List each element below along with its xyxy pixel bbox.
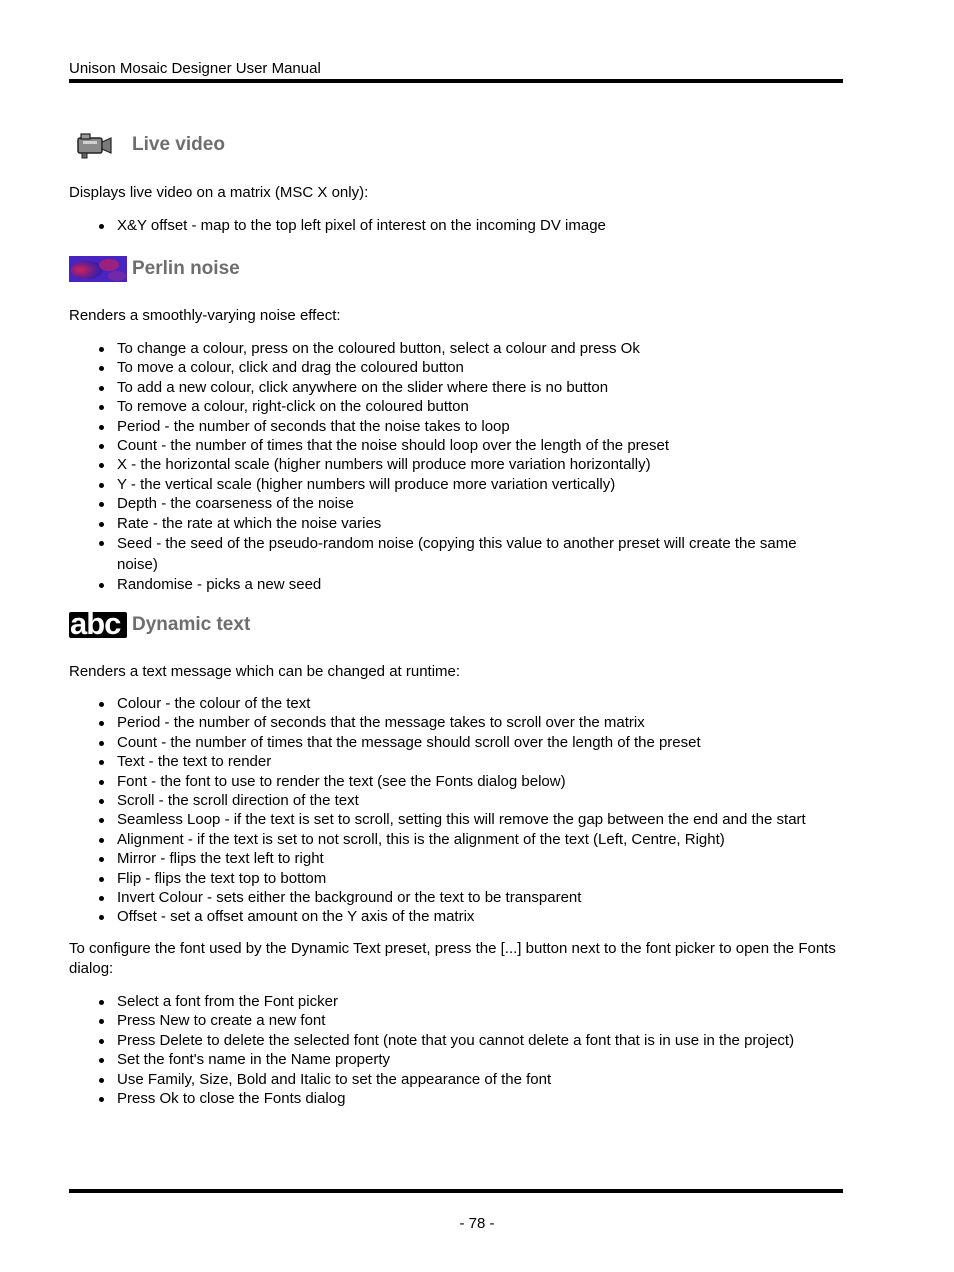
list-item: Randomise - picks a new seed <box>69 575 839 594</box>
perlin-noise-icon <box>69 256 127 282</box>
list-item: To add a new colour, click anywhere on the slider where there is no button <box>69 378 839 397</box>
header-rule <box>69 79 843 83</box>
list-item: Seed - the seed of the pseudo-random noise (copying this value to another preset will create the same noise) <box>69 533 839 575</box>
section-heading-live-video <box>69 132 225 158</box>
list-item: Press Delete to delete the selected font (note that you cannot delete a font that is in use in the project) <box>69 1031 839 1050</box>
list-item: Flip - flips the text top to bottom <box>69 869 839 888</box>
list-item: Press Ok to close the Fonts dialog <box>69 1089 839 1108</box>
perlin-noise-list <box>69 339 839 594</box>
list-item: To remove a colour, right-click on the coloured button <box>69 397 839 416</box>
list-item: Alignment - if the text is set to not scroll, this is the alignment of the text (Left, Centre, Right) <box>69 830 839 849</box>
section-heading-perlin-noise <box>69 256 240 282</box>
list-item: Select a font from the Font picker <box>69 992 839 1011</box>
list-item: Set the font's name in the Name property <box>69 1050 839 1069</box>
list-item: Scroll - the scroll direction of the text <box>69 791 839 810</box>
list-item: X&Y offset - map to the top left pixel of interest on the incoming DV image <box>69 216 839 235</box>
list-item: Y - the vertical scale (higher numbers will produce more variation vertically) <box>69 475 839 494</box>
list-item: Period - the number of seconds that the noise takes to loop <box>69 417 839 436</box>
list-item: To move a colour, click and drag the coloured button <box>69 358 839 377</box>
list-item: Text - the text to render <box>69 752 839 771</box>
fonts-intro: To configure the font used by the Dynamic Text preset, press the [...] button next to the font picker to open the Fonts dialog: <box>69 940 836 977</box>
section-title: Live video <box>132 134 225 155</box>
list-item: Press New to create a new font <box>69 1011 839 1030</box>
list-item: Depth - the coarseness of the noise <box>69 494 839 513</box>
list-item: Seamless Loop - if the text is set to scroll, setting this will remove the gap between the end and the start <box>69 810 839 829</box>
list-item: Font - the font to use to render the text (see the Fonts dialog below) <box>69 772 839 791</box>
list-item: X - the horizontal scale (higher numbers will produce more variation horizontally) <box>69 455 839 474</box>
section-title: Perlin noise <box>132 258 240 279</box>
list-item: Count - the number of times that the noise should loop over the length of the preset <box>69 436 839 455</box>
page-header-title: Unison Mosaic Designer User Manual <box>69 60 321 77</box>
abc-text-icon: abc <box>69 612 127 638</box>
section-title: Dynamic text <box>132 614 251 635</box>
live-video-intro: Displays live video on a matrix (MSC X only): <box>69 184 369 201</box>
section-heading-dynamic-text <box>69 606 251 641</box>
footer-rule <box>69 1189 843 1193</box>
list-item: Use Family, Size, Bold and Italic to set the appearance of the font <box>69 1070 839 1089</box>
list-item: Count - the number of times that the message should scroll over the length of the preset <box>69 733 839 752</box>
page-number: - 78 - <box>459 1215 495 1232</box>
live-video-list <box>69 216 839 235</box>
list-item: Rate - the rate at which the noise varies <box>69 514 839 533</box>
dynamic-text-intro: Renders a text message which can be changed at runtime: <box>69 663 461 680</box>
list-item: To change a colour, press on the coloured button, select a colour and press Ok <box>69 339 839 358</box>
dynamic-text-list <box>69 694 839 927</box>
list-item: Invert Colour - sets either the background or the text to be transparent <box>69 888 839 907</box>
list-item: Period - the number of seconds that the message takes to scroll over the matrix <box>69 713 839 732</box>
perlin-noise-intro: Renders a smoothly-varying noise effect: <box>69 307 341 324</box>
list-item: Mirror - flips the text left to right <box>69 849 839 868</box>
list-item: Colour - the colour of the text <box>69 694 839 713</box>
list-item: Offset - set a offset amount on the Y axis of the matrix <box>69 907 839 926</box>
fonts-list <box>69 992 839 1108</box>
video-camera-icon <box>69 132 127 158</box>
